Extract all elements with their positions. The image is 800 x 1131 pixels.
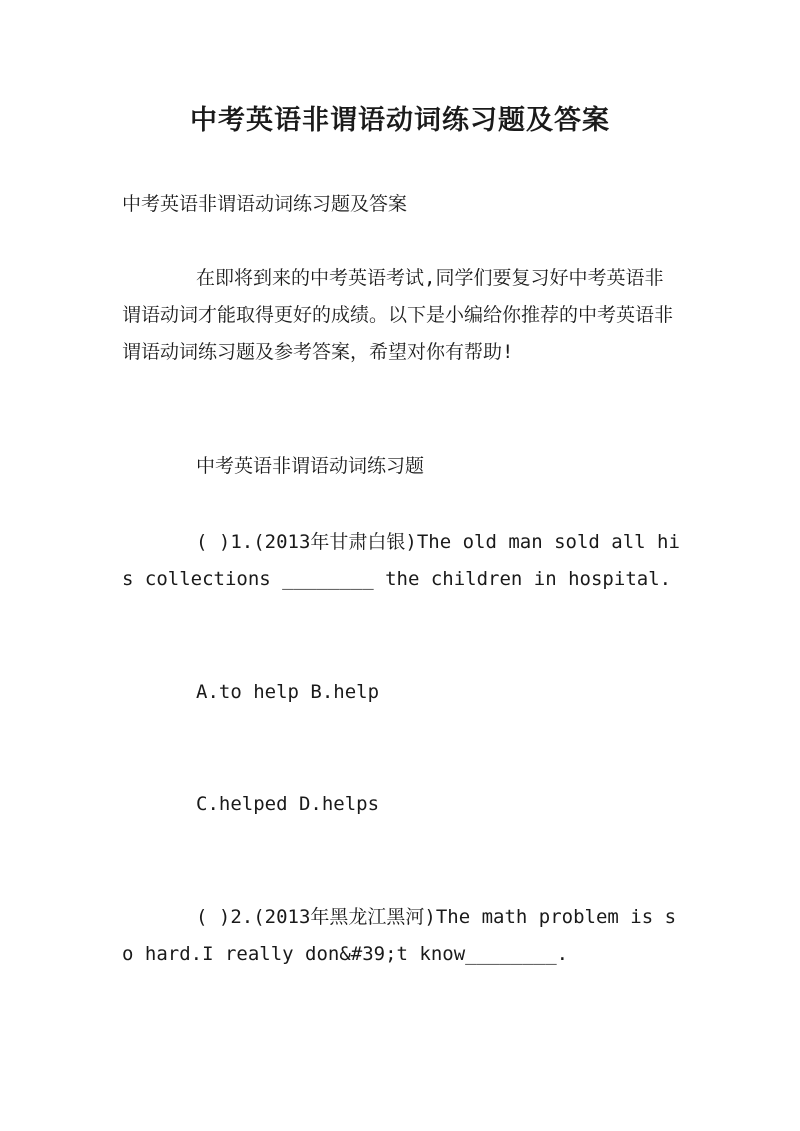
section-heading: 中考英语非谓语动词练习题 <box>196 455 425 477</box>
question-2-stem: ( )2.(2013年黑龙江黑河)The math problem is so hard.I really don&#39;t know________. <box>122 906 677 965</box>
document-title: 中考英语非谓语动词练习题及答案 <box>190 105 610 136</box>
question-1-options-c-d: C.helped D.helps <box>196 793 380 815</box>
document-subtitle: 中考英语非谓语动词练习题及答案 <box>122 193 408 215</box>
question-1-stem: ( )1.(2013年甘肃白银)The old man sold all his collections ________ the children in hospital. <box>122 531 680 590</box>
intro-paragraph: 在即将到来的中考英语考试,同学们要复习好中考英语非谓语动词才能取得更好的成绩。以下是小编给你推荐的中考英语非谓语动词练习题及参考答案，希望对你有帮助! <box>122 267 674 363</box>
question-1-options-a-b: A.to help B.help <box>196 681 380 703</box>
